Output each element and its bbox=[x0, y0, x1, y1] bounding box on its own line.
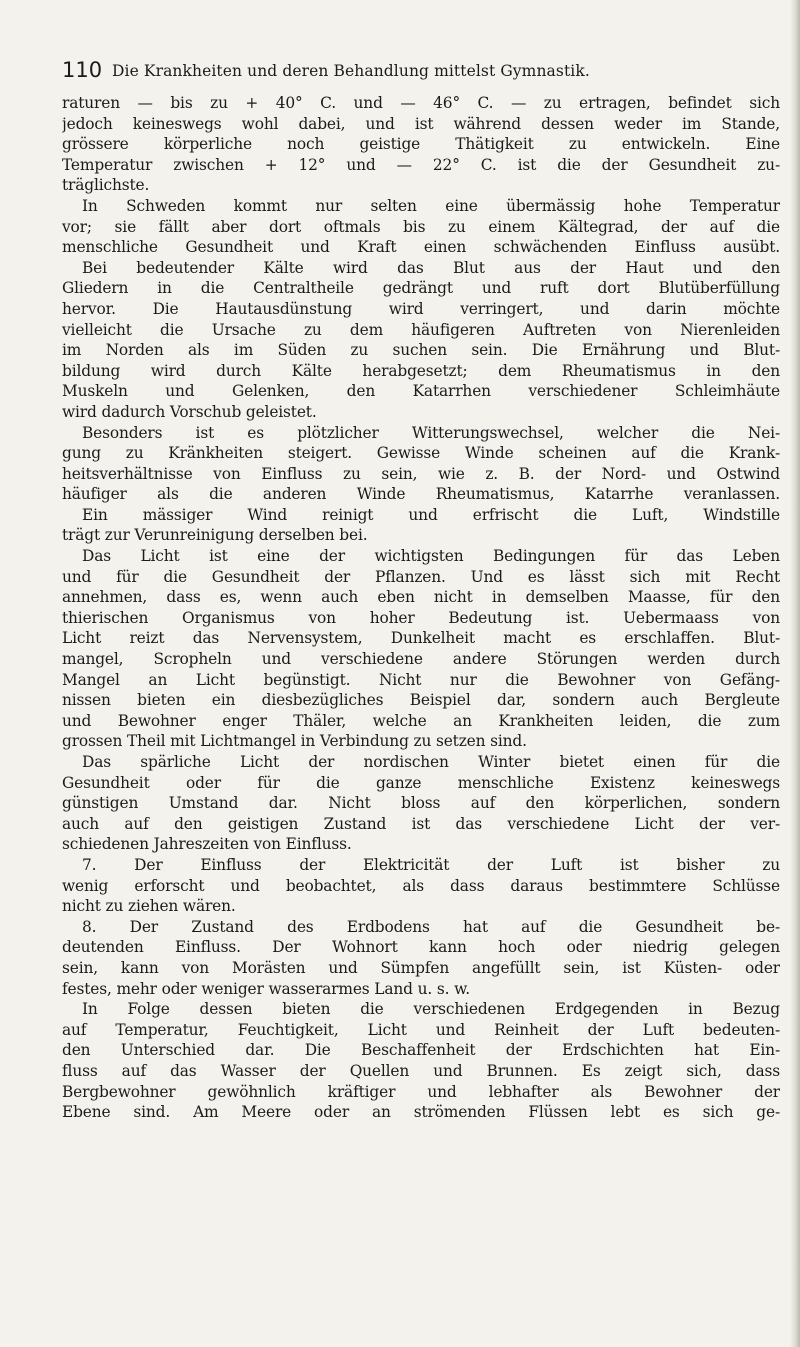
text-line: Bei bedeutender Kälte wird das Blut aus der Haut und den bbox=[82, 258, 780, 277]
text-line: gung zu Kränkheiten steigert. Gewisse Winde scheinen auf die Krank- bbox=[62, 444, 780, 463]
text-line: heitsverhältnisse von Einfluss zu sein, wie z. B. der Nord- und Ostwind bbox=[62, 464, 780, 483]
text-line: und für die Gesundheit der Pflanzen. Und es lässt sich mit Recht bbox=[62, 567, 780, 586]
text-line: fluss auf das Wasser der Quellen und Brunnen. Es zeigt sich, dass bbox=[62, 1061, 780, 1080]
text-line: Gesundheit oder für die ganze menschliche Existenz keineswegs bbox=[62, 773, 780, 792]
text-line: deutenden Einfluss. Der Wohnort kann hoch oder niedrig gelegen bbox=[62, 938, 780, 957]
text-line: Ebene sind. Am Meere oder an strömenden Flüssen lebt es sich ge- bbox=[62, 1103, 780, 1122]
text-line: Mangel an Licht begünstigt. Nicht nur die Bewohner von Gefäng- bbox=[62, 670, 780, 689]
text-line: Gliedern in die Centraltheile gedrängt und ruft dort Blutüberfüllung bbox=[62, 279, 780, 298]
page-number: 110 bbox=[62, 58, 103, 82]
text-line: nicht zu ziehen wären. bbox=[62, 897, 236, 916]
text-line: vielleicht die Ursache zu dem häufigeren Auftreten von Nierenleiden bbox=[62, 320, 780, 339]
text-line: hervor. Die Hautausdünstung wird verringert, und darin möchte bbox=[62, 299, 780, 318]
text-line: In Folge dessen bieten die verschiedenen Erdgegenden in Bezug bbox=[82, 1000, 780, 1019]
text-line: im Norden als im Süden zu suchen sein. Die Ernährung und Blut- bbox=[62, 341, 780, 360]
text-line: raturen — bis zu + 40° C. und — 46° C. — zu ertragen, befindet sich bbox=[62, 94, 780, 112]
text-line: trägt zur Verunreinigung derselben bei. bbox=[62, 526, 368, 545]
text-line: Bergbewohner gewöhnlich kräftiger und lebhafter als Bewohner der bbox=[62, 1082, 780, 1101]
text-line section-heading-8: 8. Der Zustand des Erdbodens hat auf die Gesundheit be- bbox=[82, 917, 780, 936]
text-line: Ein mässiger Wind reinigt und erfrischt die Luft, Windstille bbox=[82, 505, 780, 524]
text-line: auf Temperatur, Feuchtigkeit, Licht und Reinheit der Luft bedeuten- bbox=[62, 1020, 780, 1039]
body-text bbox=[62, 93, 780, 1123]
page-edge bbox=[790, 0, 800, 1347]
running-title: Die Krankheiten und deren Behandlung mittelst Gymnastik. bbox=[112, 62, 590, 80]
page-header bbox=[62, 58, 762, 86]
text-line: mangel, Scropheln und verschiedene andere Störungen werden durch bbox=[62, 650, 780, 669]
text-line: vor; sie fällt aber dort oftmals bis zu einem Kältegrad, der auf die bbox=[62, 217, 780, 236]
text-line: bildung wird durch Kälte herabgesetzt; dem Rheumatismus in den bbox=[62, 361, 780, 380]
text-line: wenig erforscht und beobachtet, als dass daraus bestimmtere Schlüsse bbox=[62, 876, 780, 895]
text-line: Das spärliche Licht der nordischen Winter bietet einen für die bbox=[82, 753, 780, 771]
text-line: Besonders ist es plötzlicher Witterungswechsel, welcher die Nei- bbox=[82, 423, 780, 442]
text-line: träglichste. bbox=[62, 176, 150, 195]
text-line: In Schweden kommt nur selten eine übermässig hohe Temperatur bbox=[82, 196, 780, 215]
text-line: Muskeln und Gelenken, den Katarrhen verschiedener Schleimhäute bbox=[62, 382, 780, 401]
text-line: den Unterschied dar. Die Beschaffenheit der Erdschichten hat Ein- bbox=[62, 1041, 780, 1060]
text-line: annehmen, dass es, wenn auch eben nicht in demselben Maasse, für den bbox=[62, 588, 780, 607]
text-line: Das Licht ist eine der wichtigsten Bedingungen für das Leben bbox=[82, 547, 780, 566]
text-line: festes, mehr oder weniger wasserarmes Land u. s. w. bbox=[62, 979, 471, 998]
text-line: Temperatur zwischen + 12° und — 22° C. ist die der Gesundheit zu- bbox=[62, 155, 780, 174]
text-line: grossen Theil mit Lichtmangel in Verbindung zu setzen sind. bbox=[62, 732, 527, 751]
text-line: grössere körperliche noch geistige Thätigkeit zu entwickeln. Eine bbox=[62, 135, 780, 154]
text-line: wird dadurch Vorschub geleistet. bbox=[62, 402, 317, 421]
text-line: thierischen Organismus von hoher Bedeutung ist. Uebermaass von bbox=[62, 608, 780, 627]
text-line: Licht reizt das Nervensystem, Dunkelheit macht es erschlaffen. Blut- bbox=[62, 629, 780, 648]
text-line section-heading-7: 7. Der Einfluss der Elektricität der Luft ist bisher zu bbox=[82, 855, 780, 874]
text-line: nissen bieten ein diesbezügliches Beispiel dar, sondern auch Bergleute bbox=[62, 691, 780, 710]
text-line: sein, kann von Morästen und Sümpfen angefüllt sein, ist Küsten- oder bbox=[62, 958, 780, 977]
text-line: jedoch keineswegs wohl dabei, und ist während dessen weder im Stande, bbox=[62, 114, 780, 133]
text-line: und Bewohner enger Thäler, welche an Krankheiten leiden, die zum bbox=[62, 711, 780, 730]
text-line: schiedenen Jahreszeiten von Einfluss. bbox=[62, 835, 352, 854]
text-line: häufiger als die anderen Winde Rheumatismus, Katarrhe veranlassen. bbox=[62, 485, 780, 504]
text-line: auch auf den geistigen Zustand ist das verschiedene Licht der ver- bbox=[62, 814, 780, 833]
text-line: menschliche Gesundheit und Kraft einen schwächenden Einfluss ausübt. bbox=[62, 238, 780, 257]
text-line: günstigen Umstand dar. Nicht bloss auf den körperlichen, sondern bbox=[62, 794, 780, 813]
